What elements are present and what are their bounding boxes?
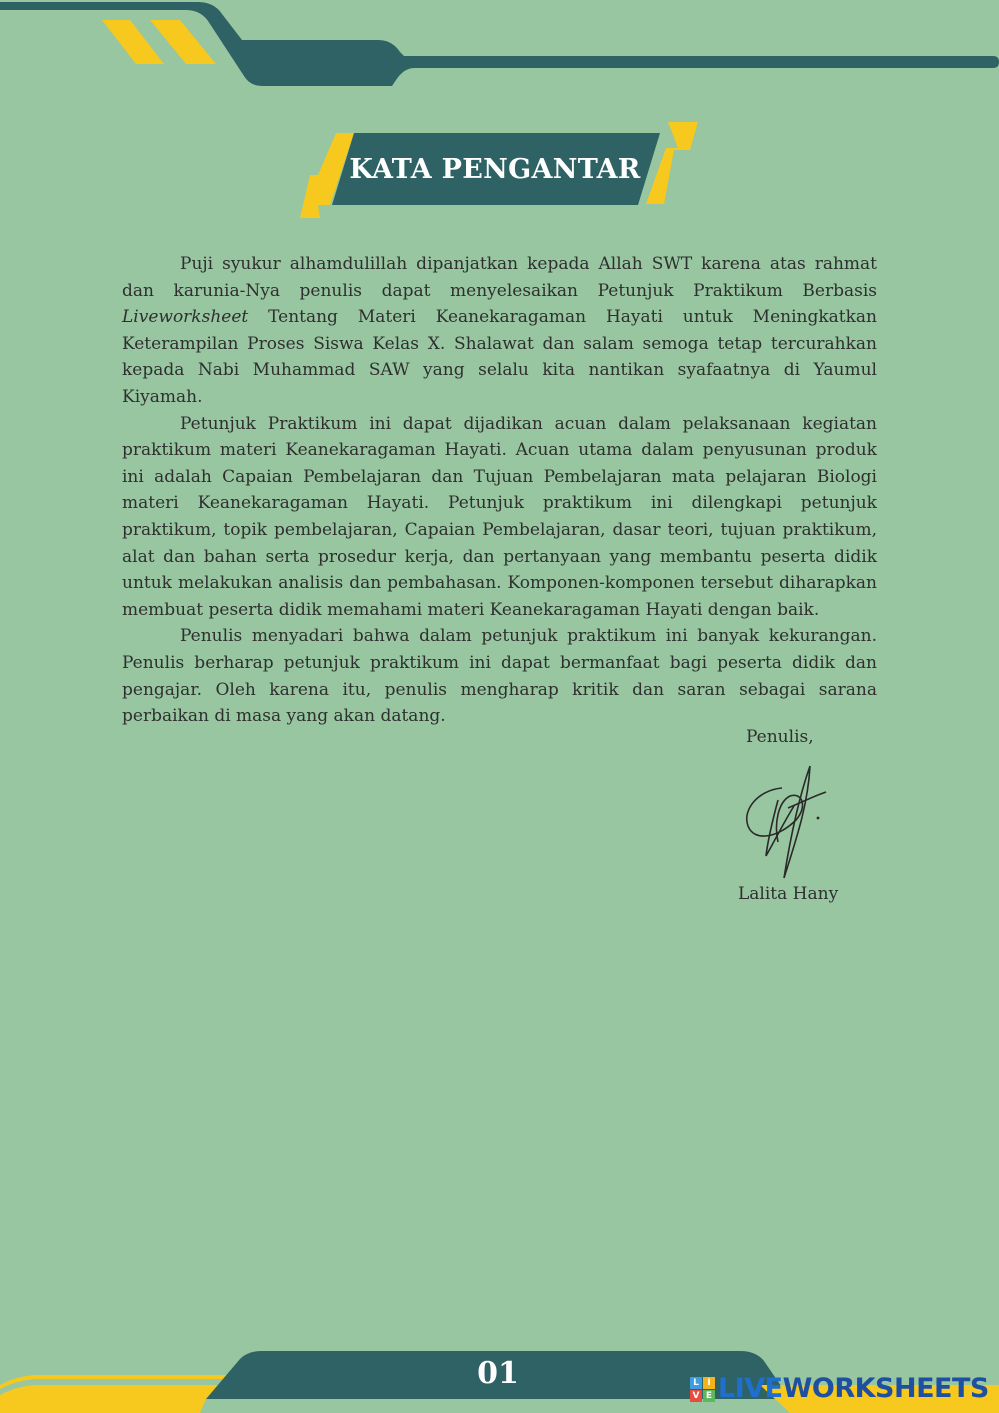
author-name: Lalita Hany bbox=[738, 884, 839, 904]
page-title: KATA PENGANTAR bbox=[349, 154, 641, 185]
paragraph-1-italic: Liveworksheet bbox=[122, 307, 249, 328]
closing-text: Penulis, bbox=[746, 727, 814, 747]
paragraph-3: Penulis menyadari bahwa dalam petunjuk praktikum ini banyak kekurangan. Penulis berharap petunjuk praktikum ini dapat bermanfaat bagi peserta didik dan pengajar. Oleh karena itu, penulis mengharap kritik dan saran sebagai sarana perbaikan di masa yang akan datang. bbox=[122, 626, 877, 727]
top-decoration bbox=[0, 0, 999, 100]
logo-letter-v: V bbox=[690, 1390, 702, 1402]
logo-text-live: LIVE bbox=[718, 1373, 783, 1404]
paragraph-1-part-1: Puji syukur alhamdulillah dipanjatkan kepada Allah SWT karena atas rahmat dan karunia-Nya penulis dapat menyelesaikan Petunjuk Praktikum Berbasis bbox=[122, 254, 877, 301]
signature-image bbox=[738, 760, 838, 885]
paragraph-1 bbox=[122, 251, 877, 411]
liveworksheets-icon bbox=[690, 1377, 715, 1402]
logo-text-worksheets: WORKSHEETS bbox=[782, 1373, 989, 1404]
logo-letter-l: L bbox=[690, 1377, 702, 1389]
paragraph-1-part-2: Tentang Materi Keanekaragaman Hayati untuk Meningkatkan Keterampilan Proses Siswa Kelas X. Shalawat dan salam semoga tetap tercurahkan kepada Nabi Muhammad SAW yang selalu kita nantikan syafaatnya di Yaumul Kiyamah. bbox=[122, 307, 877, 407]
logo-letter-i: I bbox=[703, 1377, 715, 1389]
foreword-body bbox=[122, 251, 877, 730]
liveworksheets-logo bbox=[690, 1372, 989, 1406]
paragraph-2: Petunjuk Praktikum ini dapat dijadikan acuan dalam pelaksanaan kegiatan praktikum materi Keanekaragaman Hayati. Acuan utama dalam penyusunan produk ini adalah Capaian Pembelajaran dan Tujuan Pembelajaran mata pelajaran Biologi materi Keanekaragaman Hayati. Petunjuk praktikum ini dilengkapi petunjuk praktikum, topik pembelajaran, Capaian Pembelajaran, dasar teori, tujuan praktikum, alat dan bahan serta prosedur kerja, dan pertanyaan yang membantu peserta didik untuk melakukan analisis dan pembahasan. Komponen-komponen tersebut diharapkan membuat peserta didik memahami materi Keanekaragaman Hayati dengan baik. bbox=[122, 413, 877, 620]
page-number: 01 bbox=[477, 1356, 519, 1391]
logo-letter-e: E bbox=[703, 1390, 715, 1402]
